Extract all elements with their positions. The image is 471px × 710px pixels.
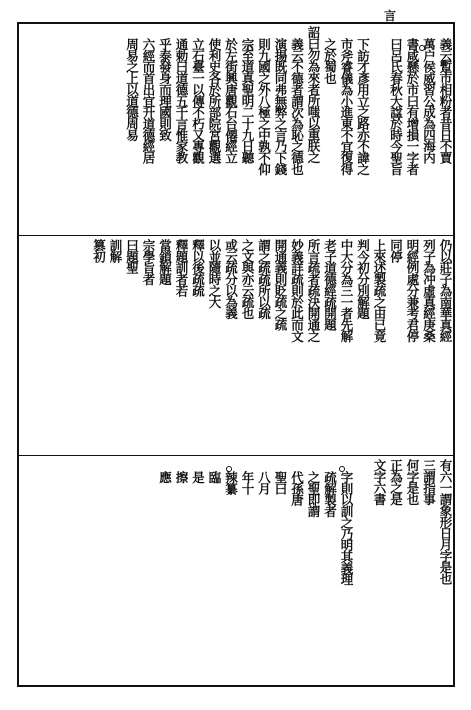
text-column: 字則以訓之乃明其義理 <box>339 471 354 585</box>
text-column: 擦 <box>174 471 189 483</box>
text-column: 開通義則貶疏之疏 <box>273 239 288 330</box>
text-column: 或云疏分以為義 <box>223 239 239 319</box>
text-column: 以並隨時之大 <box>207 239 222 308</box>
text-column: 萬户侯威習公成為四海内 <box>421 38 437 163</box>
text-column: 立石臺一以傳不朽又專觀 <box>190 38 206 163</box>
text-panel-top <box>19 24 453 234</box>
text-column: 通勅曰道德五千言惟家教 <box>174 38 189 163</box>
text-column: 同停 <box>388 239 404 262</box>
text-column: 老子道德經疏開題 <box>322 239 338 330</box>
text-column: 代孫唐 <box>289 471 305 506</box>
text-column: 曰呂氏春秋大諡於時今聖旨 <box>388 38 404 175</box>
text-column: 三謂指事 <box>421 459 437 505</box>
text-column: 宗至道真聖明二十九日聽 <box>240 38 255 163</box>
text-column: 義云蹔市相粉者昔日不賈 <box>438 38 453 163</box>
text-column: 六經而首出宜升道德經居 <box>141 38 156 163</box>
text-column: 演揚既同弗無弊之言乃下錢 <box>273 38 288 175</box>
panel-divider <box>17 455 455 456</box>
text-column: 所言疏者疏決開通之 <box>306 239 321 342</box>
text-column: 妙義詳疏則於此而文 <box>289 239 305 342</box>
text-column: 曰題聖 <box>124 239 140 274</box>
text-column: 當鎖解題 <box>157 239 173 285</box>
text-column: 聖曰 <box>273 471 288 494</box>
text-column: 謂之疏疏所以疏 <box>256 239 272 319</box>
text-column: 上來述製疏之由已竟 <box>372 239 387 342</box>
text-column <box>371 24 388 234</box>
text-column: 正為之是 <box>388 459 404 505</box>
text-column <box>354 457 371 685</box>
text-column: 年十 <box>240 471 255 494</box>
text-column: 何字是也 <box>405 459 420 505</box>
text-column: 於左街興唐觀石台僊經立 <box>223 38 239 163</box>
text-column: 則九國之外八極之中孰不仰 <box>256 38 272 175</box>
text-column: 之於蜀也 <box>322 38 338 84</box>
text-column: 辣纂 <box>223 471 239 494</box>
text-column: 列子為冲虛真經庚桑 <box>421 239 437 342</box>
text-column: 判今初分別解題 <box>355 239 371 319</box>
circle-mark-icon <box>247 45 253 51</box>
text-column: 仍以莊子為南華真經 <box>438 239 453 342</box>
text-column: 篡初 <box>91 239 107 262</box>
circle-mark-icon <box>419 45 425 51</box>
text-column: 疏解製者 <box>322 471 338 517</box>
page-header-label: 言 <box>384 9 397 23</box>
text-column: 使利史各於所部院宮觀選 <box>207 38 222 163</box>
text-column: 市斧睿儀為小進東不宜復得 <box>339 38 354 175</box>
panel-divider <box>17 235 455 236</box>
text-column: 乎泰發身而理國則致 <box>157 38 173 141</box>
circle-mark-icon <box>226 466 232 472</box>
text-column: 釋以後疏疏 <box>190 239 206 296</box>
circle-mark-icon <box>339 466 345 472</box>
text-column: 是 <box>190 471 206 483</box>
text-panel-bottom <box>19 457 453 685</box>
text-column: 八月 <box>256 471 272 494</box>
text-column: 下訪才彥用立之路亦不諱之 <box>355 38 371 175</box>
text-column: 周易之上以道德周易 <box>124 38 140 141</box>
text-column: 宗學旨者 <box>141 239 156 285</box>
text-column: 詔曰勿為來者所嗤以重朕之 <box>306 26 321 163</box>
text-column: 義云不德者謂次為恥之德也 <box>289 38 305 175</box>
text-column: 有六一謂象形日月字是也 <box>438 459 453 584</box>
text-column: 釋題訓者若 <box>174 239 189 296</box>
text-column: 臨 <box>207 471 222 483</box>
text-column: 中大分為三一者先解 <box>339 239 354 342</box>
text-column: 應 <box>157 471 173 483</box>
text-column: 訓解 <box>108 239 123 262</box>
text-panel-middle <box>19 237 453 454</box>
text-column: 書咸懸於市曰有增損一字者 <box>405 38 420 175</box>
text-column: 之聖即謂 <box>306 471 321 517</box>
text-column: 之文與亦云疏也 <box>240 239 255 319</box>
text-column: 明經例處分兼考君停 <box>405 239 420 342</box>
text-column: 文字六書 <box>372 459 387 505</box>
